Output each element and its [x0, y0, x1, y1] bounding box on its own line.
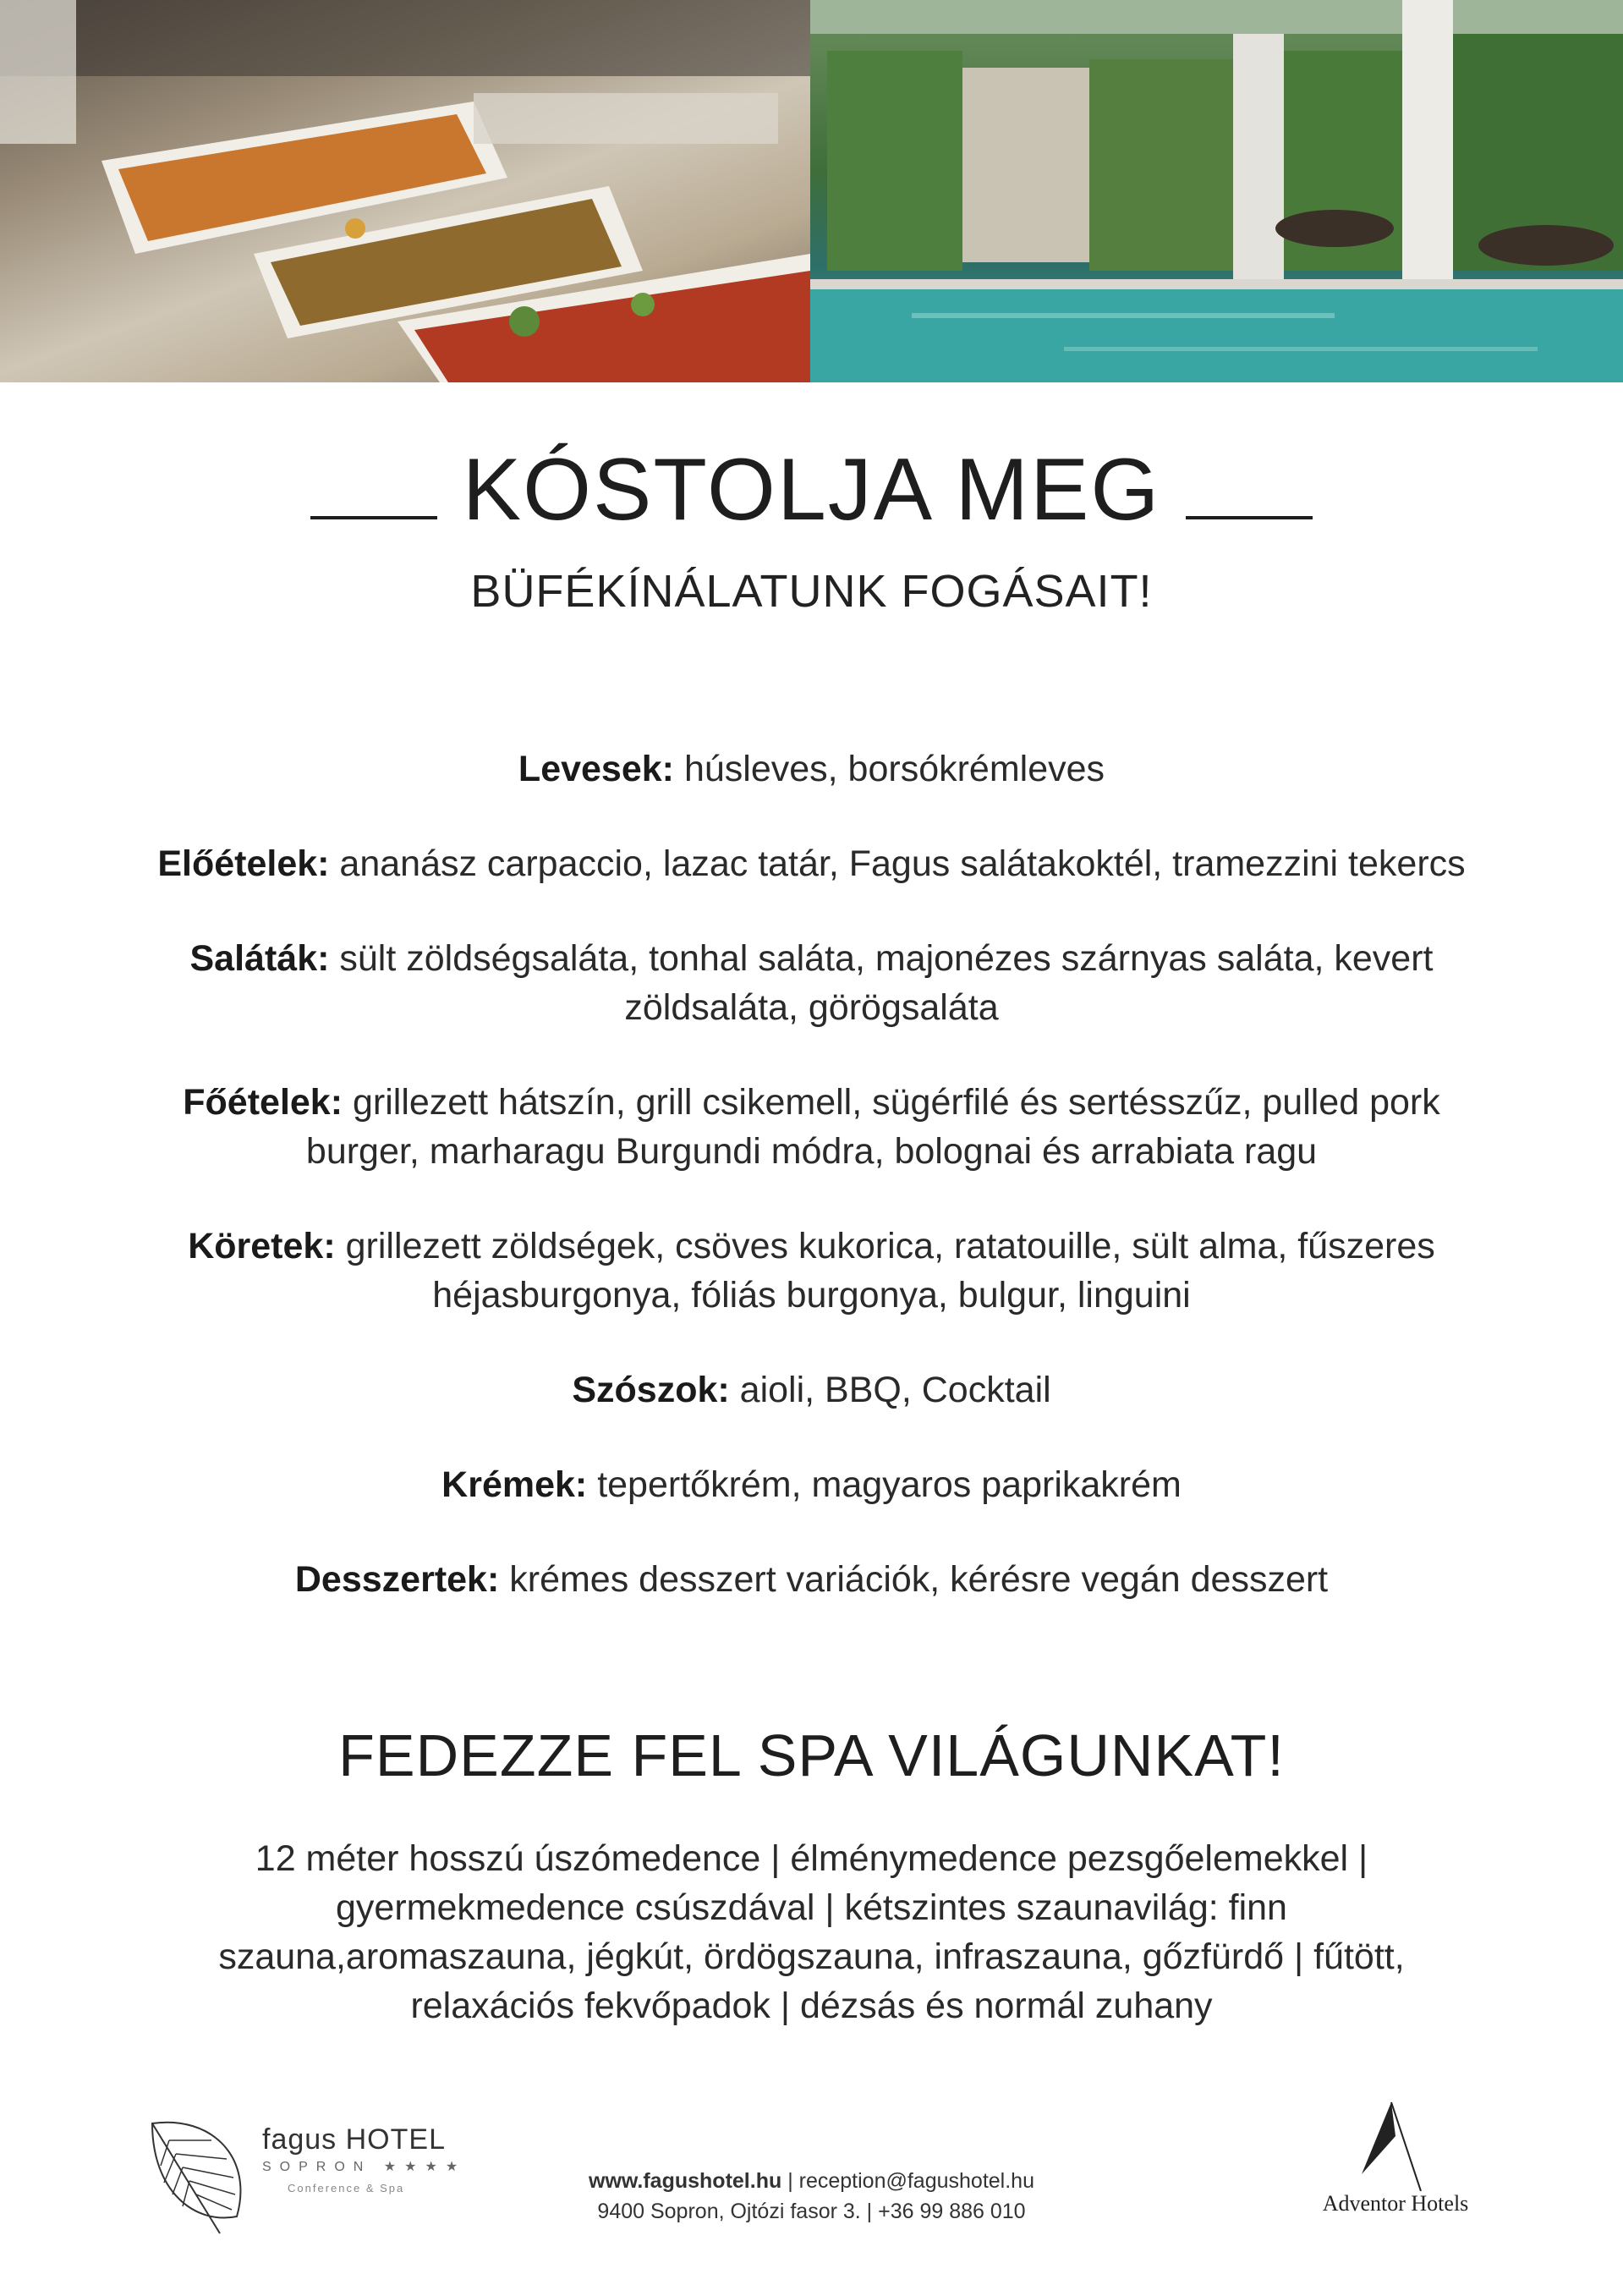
adventor-mark-icon [1294, 2098, 1497, 2191]
address-line: 9400 Sopron, Ojtózi fasor 3. | +36 99 886 010 [597, 2200, 1026, 2223]
page-title [0, 440, 1623, 541]
brand-subtitle: Conference & Spa [288, 2182, 405, 2194]
buffet-illustration [0, 0, 810, 382]
menu-item-text: ananász carpaccio, lazac tatár, Fagus salátakoktél, tramezzini tekercs [329, 843, 1466, 884]
title-text: KÓSTOLJA MEG [462, 441, 1161, 539]
buffet-menu [135, 744, 1488, 1650]
email-link[interactable]: | reception@fagushotel.hu [781, 2169, 1034, 2193]
adventor-label: Adventor Hotels [1322, 2191, 1469, 2216]
menu-item-label: Saláták: [189, 938, 330, 979]
brand-city: SOPRON ★★★★ [262, 2160, 467, 2174]
menu-item-label: Krémek: [441, 1464, 588, 1505]
menu-item-text: aioli, BBQ, Cocktail [729, 1370, 1051, 1410]
title-rule-left [310, 448, 437, 519]
title-rule-right [1186, 448, 1313, 519]
menu-item-text: húsleves, borsókrémleves [674, 749, 1105, 789]
menu-item-text: grillezett zöldségek, csöves kukorica, ratatouille, sült alma, fűszeres héjasburgonya, fóliás burgonya, bulgur, linguini [335, 1226, 1435, 1316]
menu-item-label: Főételek: [183, 1082, 343, 1123]
menu-item-desserts [135, 1555, 1488, 1604]
menu-item-salads [135, 934, 1488, 1032]
spa-description: 12 méter hosszú úszómedence | élménymedence pezsgőelemekkel | gyermekmedence csúszdával | kétszintes szaunavilág: finn szauna,aromaszauna, jégkút, ördögszauna, infraszauna, gőzfürdő | fűtött, relaxációs fekvőpadok | dézsás és normál zuhany [218, 1838, 1405, 2026]
buffet-photo [0, 0, 810, 382]
header-photos [0, 0, 1623, 382]
menu-item-sauces [135, 1365, 1488, 1414]
menu-item-label: Desszertek: [294, 1559, 500, 1600]
brand-name: fagus HOTEL [262, 2123, 446, 2156]
spa-illustration [810, 0, 1623, 382]
website-link[interactable]: www.fagushotel.hu [589, 2169, 782, 2193]
menu-item-label: Levesek: [518, 749, 674, 789]
menu-item-text: tepertőkrém, magyaros paprikakrém [587, 1464, 1182, 1505]
menu-item-label: Szószok: [572, 1370, 730, 1410]
menu-item-label: Előételek: [157, 843, 330, 884]
menu-item-text: krémes desszert variációk, kérésre vegán desszert [499, 1559, 1329, 1600]
menu-item-text: grillezett hátszín, grill csikemell, sügérfilé és sertésszűz, pulled pork burger, marharagu Burgundi módra, bolognai és arrabiata ragu [305, 1082, 1440, 1172]
page-subtitle: BÜFÉKÍNÁLATUNK FOGÁSAIT! [470, 566, 1153, 617]
menu-item-spreads [135, 1460, 1488, 1509]
spa-title: FEDEZZE FEL SPA VILÁGUNKAT! [338, 1722, 1285, 1788]
menu-item-sides [135, 1222, 1488, 1320]
menu-item-label: Köretek: [188, 1226, 336, 1266]
menu-item-text: sült zöldségsaláta, tonhal saláta, majonézes szárnyas saláta, kevert zöldsaláta, görögsaláta [329, 938, 1434, 1028]
spa-pool-photo [810, 0, 1623, 382]
menu-item-starters [135, 839, 1488, 888]
menu-item-mains [135, 1078, 1488, 1176]
adventor-logo [1294, 2098, 1497, 2242]
menu-item-soups [135, 744, 1488, 794]
